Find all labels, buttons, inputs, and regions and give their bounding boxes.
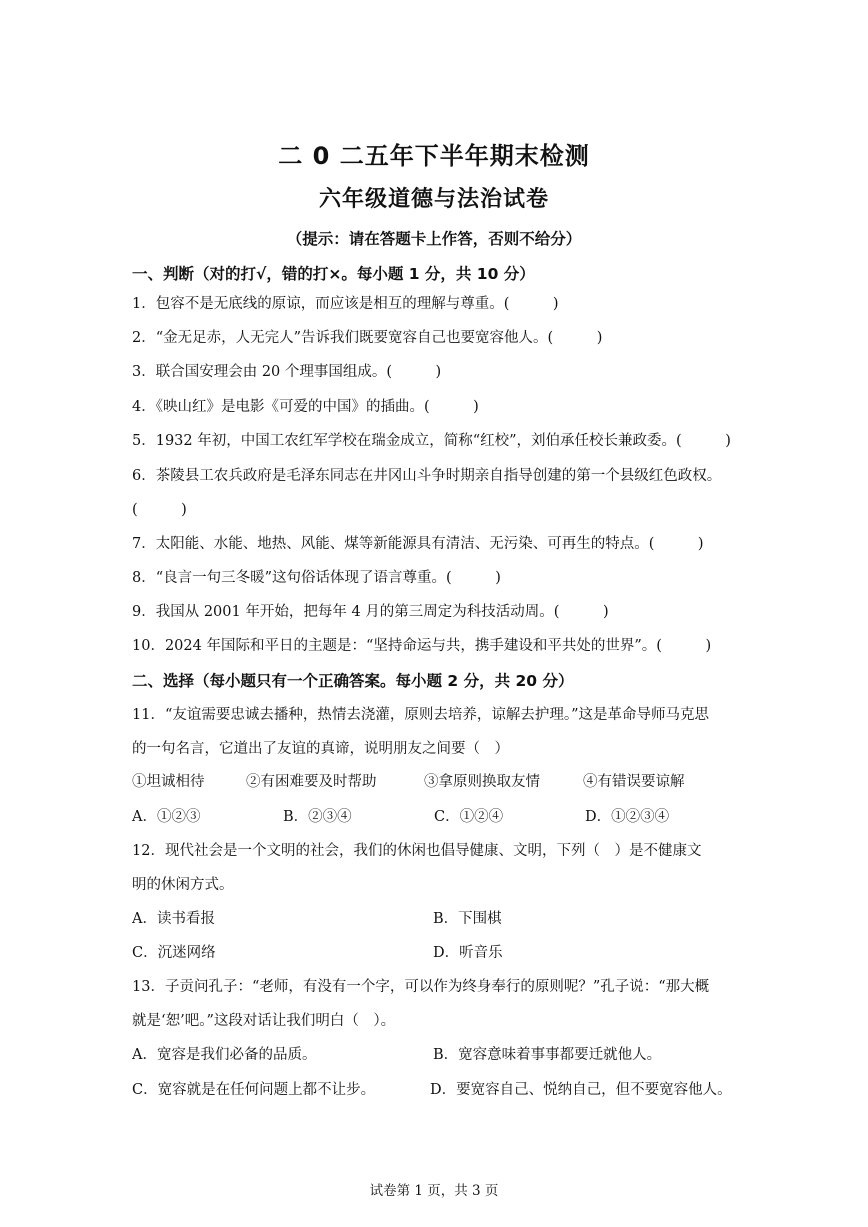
q13-option-d[interactable]: D．要宽容自己、悦纳自己，但不要宽容他人。 [430,1082,732,1098]
exam-title: 二 0 二五年下半年期末检测 [278,142,590,170]
question-item: 1．包容不是无底线的原谅，而应该是相互的理解与尊重。( ) [132,296,559,312]
q12-option-a[interactable]: A．读书看报 [132,911,215,927]
q13-option-c[interactable]: C．宽容就是在任何问题上都不让步。 [132,1082,376,1098]
question-item: 8．“良言一句三冬暖”这句俗话体现了语言尊重。( ) [132,570,501,586]
q11-statement: ③拿原则换取友情 [424,774,540,790]
q12-option-c[interactable]: C．沉迷网络 [132,945,216,961]
question-13-line-1: 13．子贡问孔子：“老师，有没有一个字，可以作为终身奉行的原则呢？”孔子说：“那大概 [132,979,710,995]
question-item: 3．联合国安理会由 20 个理事国组成。( ) [132,364,442,380]
page-footer: 试卷第 1 页，共 3 页 [369,1183,499,1199]
question-item: 7．太阳能、水能、地热、风能、煤等新能源具有清洁、无污染、可再生的特点。( ) [132,536,704,552]
q11-statement: ④有错误要谅解 [583,774,685,790]
q12-option-b[interactable]: B．下围棋 [433,911,502,927]
q13-option-a[interactable]: A．宽容是我们必备的品质。 [132,1047,317,1063]
question-item: 2．“金无足赤，人无完人”告诉我们既要宽容自己也要宽容他人。( ) [132,330,603,346]
question-11-line-1: 11．“友谊需要忠诚去播种，热情去浇灌，原则去培养，谅解去护理。”这是革命导师马克思 [132,707,710,723]
exam-subtitle: 六年级道德与法治试卷 [318,187,549,212]
q11-option-a[interactable]: A．①②③ [132,809,201,825]
question-12-line-1: 12．现代社会是一个文明的社会，我们的休闲也倡导健康、文明，下列（ ）是不健康文 [132,843,702,859]
q11-option-d[interactable]: D．①②③④ [585,809,670,825]
section-2-heading: 二、选择（每小题只有一个正确答案。每小题 2 分，共 20 分） [132,672,574,690]
q12-option-d[interactable]: D．听音乐 [433,945,503,961]
question-item: 5．1932 年初，中国工农红军学校在瑞金成立，简称“红校”，刘伯承任校长兼政委。( ) [132,433,731,449]
q11-option-b[interactable]: B．②③④ [283,809,352,825]
question-11-line-2: 的一句名言，它道出了友谊的真谛，说明朋友之间要（ ） [132,741,509,757]
question-12-line-2: 明的休闲方式。 [132,877,234,893]
question-13-line-2: 就是‘恕’吧。”这段对话让我们明白（ ）。 [132,1013,396,1029]
question-item-continued: ( ) [132,502,187,518]
question-item: 9．我国从 2001 年开始，把每年 4 月的第三周定为科技活动周。( ) [132,604,609,620]
question-item: 10．2024 年国际和平日的主题是：“坚持命运与共，携手建设和平共处的世界”。( ) [132,638,712,654]
question-item: 4．《映山红》是电影《可爱的中国》的插曲。( ) [132,399,479,415]
exam-hint: （提示：请在答题卡上作答，否则不给分） [286,230,582,248]
question-item: 6．茶陵县工农兵政府是毛泽东同志在井冈山斗争时期亲自指导创建的第一个县级红色政权。 [132,468,722,484]
q13-option-b[interactable]: B．宽容意味着事事都要迁就他人。 [433,1047,662,1063]
q11-statement: ②有困难要及时帮助 [246,774,377,790]
q11-statement: ①坦诚相待 [132,774,205,790]
q11-option-c[interactable]: C．①②④ [434,809,504,825]
section-1-heading: 一、判断（对的打√，错的打×。每小题 1 分，共 10 分） [132,265,535,283]
